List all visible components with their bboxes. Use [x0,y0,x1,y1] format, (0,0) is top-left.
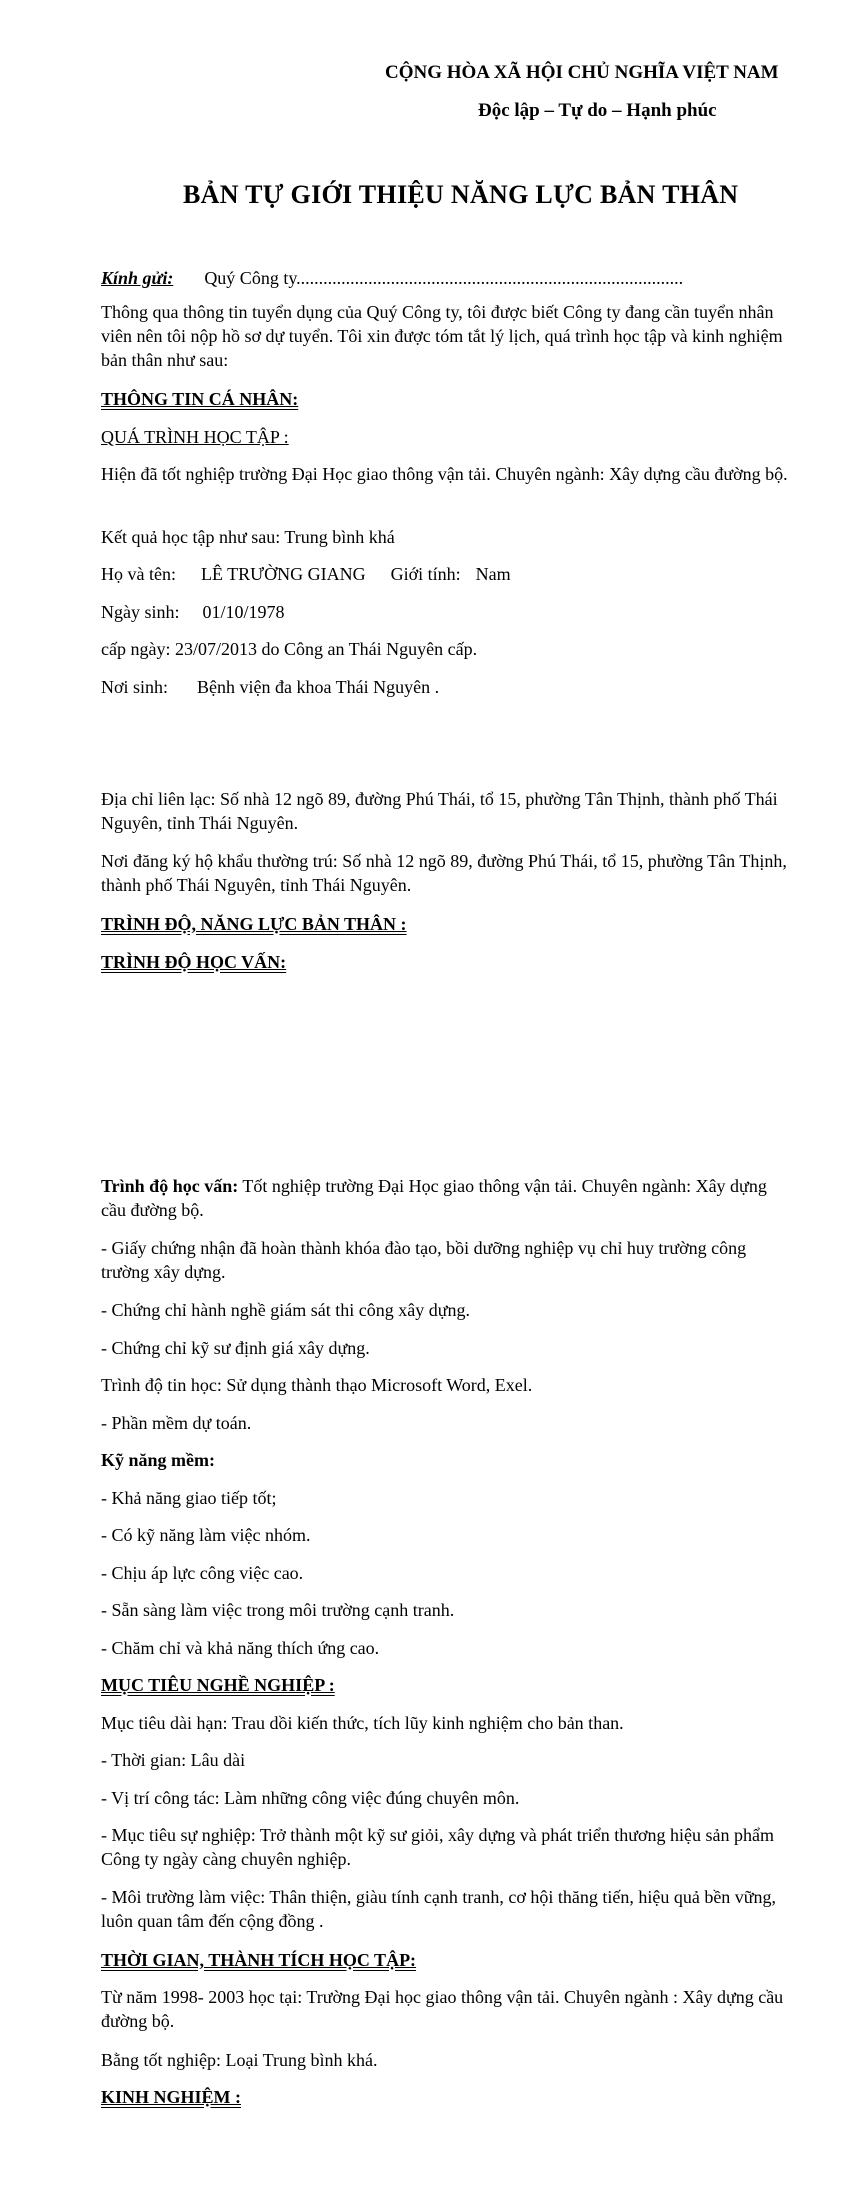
soft-skills-heading: Kỹ năng mềm: [101,1450,215,1470]
education-heading: TRÌNH ĐỘ HỌC VẤN: [101,952,287,972]
contact-address: Địa chỉ liên lạc: Số nhà 12 ngõ 89, đường Phú Thái, tổ 15, phường Tân Thịnh, thành phố Thái Nguyên, tỉnh Thái Nguyên. [101,789,778,833]
national-title: CỘNG HÒA XÃ HỘI CHỦ NGHĨA VIỆT NAM [385,62,779,83]
greeting-label: Kính gửi: [101,268,174,288]
study-period: Từ năm 1998- 2003 học tại: Trường Đại học giao thông vận tải. Chuyên ngành : Xây dựng cầu đường bộ. [101,1987,784,2031]
birthplace-label: Nơi sinh: [101,677,169,697]
name-label: Họ và tên: [101,564,176,584]
soft-skill-item: - Chịu áp lực công việc cao. [101,1563,304,1583]
career-goal-heading: MỤC TIÊU NGHỀ NGHIỆP : [101,1675,335,1695]
dob-label: Ngày sinh: [101,602,180,622]
name-line [101,562,511,586]
gender-value: Nam [475,564,511,584]
gender-label: Giới tính: [390,564,461,584]
career-item: - Mục tiêu sự nghiệp: Trở thành một kỹ sư giỏi, xây dựng và phát triển thương hiệu sản phẩm Công ty ngày càng chuyên nghiệp. [101,1825,774,1869]
dob-value: 01/10/1978 [202,602,285,622]
study-process-heading: QUÁ TRÌNH HỌC TẬP : [101,427,289,447]
achievements-heading: THỜI GIAN, THÀNH TÍCH HỌC TẬP: [101,1950,417,1970]
ability-heading: TRÌNH ĐỘ, NĂNG LỰC BẢN THÂN : [101,914,407,934]
national-motto: Độc lập – Tự do – Hạnh phúc [478,100,717,121]
education-value: Tốt nghiệp trường Đại Học giao thông vận tải. Chuyên ngành: Xây dựng cầu đường bộ. [101,1176,767,1220]
education-paragraph [101,1174,791,1222]
registered-residence: Nơi đăng ký hộ khẩu thường trú: Số nhà 12 ngõ 89, đường Phú Thái, tổ 15, phường Tân Thịnh, thành phố Thái Nguyên, tỉnh Thái Nguyên. [101,851,787,895]
career-item: - Thời gian: Lâu dài [101,1750,246,1770]
ability-item: Trình độ tin học: Sử dụng thành thạo Microsoft Word, Exel. [101,1375,533,1395]
birthplace-line [101,675,439,699]
soft-skill-item: - Có kỹ năng làm việc nhóm. [101,1525,311,1545]
degree-line: Bằng tốt nghiệp: Loại Trung bình khá. [101,2050,378,2070]
dob-line [101,600,285,624]
graduated-paragraph: Hiện đã tốt nghiệp trường Đại Học giao thông vận tải. Chuyên ngành: Xây dựng cầu đường bộ. [101,464,788,484]
ability-item: - Phần mềm dự toán. [101,1413,252,1433]
ability-item: - Chứng chỉ kỹ sư định giá xây dựng. [101,1338,370,1358]
greeting-line [101,266,683,290]
education-label: Trình độ học vấn: [101,1176,239,1196]
ability-item: - Chứng chỉ hành nghề giám sát thi công xây dựng. [101,1300,470,1320]
soft-skill-item: - Chăm chỉ và khả năng thích ứng cao. [101,1638,380,1658]
name-value: LÊ TRƯỜNG GIANG [200,564,366,584]
greeting-recipient: Quý Công ty...................................................................................... [204,268,684,288]
intro-paragraph: Thông qua thông tin tuyển dụng của Quý Công ty, tôi được biết Công ty đang cần tuyển nhân viên nên tôi nộp hồ sơ dự tuyển. Tôi xin được tóm tắt lý lịch, quá trình học tập và kinh nghiệm bản thân như sau: [101,302,783,370]
career-item: Mục tiêu dài hạn: Trau dồi kiến thức, tích lũy kinh nghiệm cho bản than. [101,1713,624,1733]
soft-skill-item: - Khả năng giao tiếp tốt; [101,1488,277,1508]
career-item: - Môi trường làm việc: Thân thiện, giàu tính cạnh tranh, cơ hội thăng tiến, hiệu quả bền vững, luôn quan tâm đến cộng đồng . [101,1887,777,1931]
experience-heading: KINH NGHIỆM : [101,2087,242,2107]
personal-info-heading: THÔNG TIN CÁ NHÂN: [101,389,299,409]
soft-skill-item: - Sẵn sàng làm việc trong môi trường cạnh tranh. [101,1600,455,1620]
career-item: - Vị trí công tác: Làm những công việc đúng chuyên môn. [101,1788,520,1808]
ability-item: - Giấy chứng nhận đã hoàn thành khóa đào tạo, bồi dưỡng nghiệp vụ chỉ huy trường công trường xây dựng. [101,1238,747,1282]
study-result: Kết quả học tập như sau: Trung bình khá [101,527,395,547]
birthplace-value: Bệnh viện đa khoa Thái Nguyên . [197,677,440,697]
document-title: BẢN TỰ GIỚI THIỆU NĂNG LỰC BẢN THÂN [183,180,739,209]
issue-date-line: cấp ngày: 23/07/2013 do Công an Thái Nguyên cấp. [101,639,478,659]
